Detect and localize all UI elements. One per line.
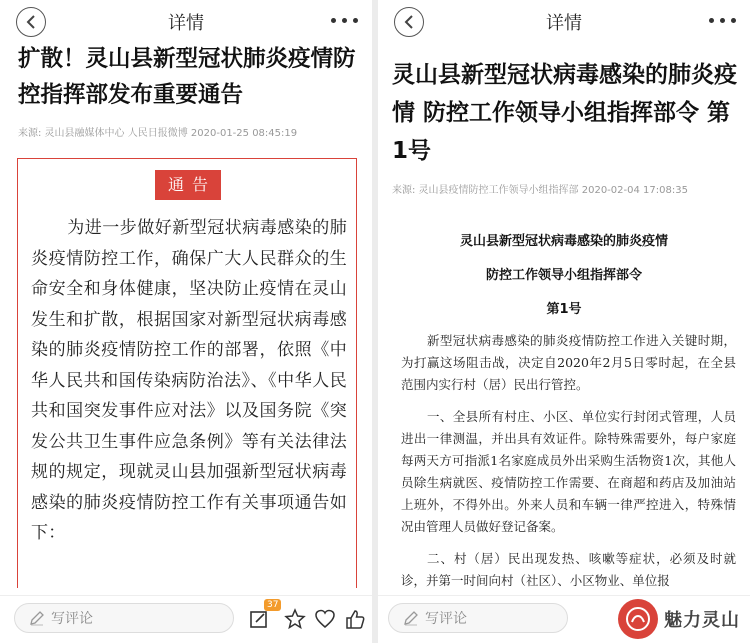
- heart-icon[interactable]: [314, 608, 336, 630]
- comment-input[interactable]: [388, 603, 568, 633]
- comment-count-badge: 37: [264, 599, 281, 611]
- wechat-watermark: [618, 599, 740, 639]
- article-headline: 扩散！灵山县新型冠状肺炎疫情防控指挥部发布重要通告: [18, 46, 356, 108]
- watermark-text: 魅力灵山: [664, 610, 740, 631]
- document-body: [401, 330, 736, 602]
- lingshan-logo-icon: [618, 599, 658, 639]
- notice-body: [31, 213, 347, 549]
- more-dot-icon: [342, 18, 347, 23]
- comment-input[interactable]: [14, 603, 234, 633]
- page-title: 详情: [168, 13, 204, 34]
- notice-tag: 通告: [155, 170, 221, 200]
- document-number: 第1号: [546, 302, 582, 317]
- more-options-button[interactable]: [331, 18, 358, 23]
- more-dot-icon: [709, 18, 714, 23]
- more-dot-icon: [353, 18, 358, 23]
- document-title-line-1: 灵山县新型冠状病毒感染的肺炎疫情: [459, 234, 668, 249]
- pencil-icon: [29, 610, 45, 626]
- document-paragraph: 新型冠状病毒感染的肺炎疫情防控工作进入关键时期，为打赢这场阻击战，决定自2020年2月5日零时起，在全县范围内实行村（居）民出行管控。: [401, 333, 736, 392]
- bottom-action-bar: [0, 595, 372, 643]
- comment-count-icon[interactable]: [249, 608, 271, 630]
- notice-text: 为进一步做好新型冠状病毒感染的肺炎疫情防控工作，确保广大人民群众的生命安全和身体健康，坚决防止疫情在灵山发生和扩散，根据国家对新型冠状病毒感染的肺炎疫情防控工作的部署，依照《中华人民共和国传染病防治法》、《中华人民共和国突发事件应对法》以及国务院《突发公共卫生事件应急条例》等有关法律法规的规定，现就灵山县加强新型冠状病毒感染的肺炎疫情防控工作有关事项通告如下：: [31, 218, 347, 543]
- top-navigation-bar: [378, 0, 750, 42]
- article-source: 来源: 灵山县疫情防控工作领导小组指挥部 2020-02-04 17:08:35: [392, 185, 688, 196]
- right-article-panel: [378, 0, 750, 643]
- document-paragraph: 一、全县所有村庄、小区、单位实行封闭式管理，人员进出一律测温，并出具有效证件。除特殊需要外，每户家庭每两天方可指派1名家庭成员外出采购生活物资1次，其他人员除生病就医、疫情防控工作需要、在商超和药店及加油站上班外，不得外出。外来人员和车辆一律严控进入，特殊情况由管理人员做好登记备案。: [401, 409, 736, 534]
- more-dot-icon: [731, 18, 736, 23]
- article-source: 来源: 灵山县融媒体中心 人民日报微博 2020-01-25 08:45:19: [18, 128, 298, 139]
- bottom-action-bar: [378, 595, 750, 643]
- comment-placeholder: 写评论: [51, 611, 93, 627]
- comment-placeholder: 写评论: [425, 611, 467, 627]
- star-icon[interactable]: [284, 608, 306, 630]
- article-headline: 灵山县新型冠状病毒感染的肺炎疫情 防控工作领导小组指挥部令 第1号: [392, 62, 737, 164]
- left-article-panel: [0, 0, 372, 643]
- pencil-icon: [403, 610, 419, 626]
- more-dot-icon: [720, 18, 725, 23]
- page-title: 详情: [546, 13, 582, 34]
- thumbs-up-icon[interactable]: [344, 608, 366, 630]
- document-paragraph: 二、村（居）民出现发热、咳嗽等症状，必须及时就诊，并第一时间向村（社区）、小区物业、单位报: [401, 551, 736, 588]
- more-dot-icon: [331, 18, 336, 23]
- document-title-line-2: 防控工作领导小组指挥部令: [485, 268, 642, 283]
- top-navigation-bar: [0, 0, 372, 42]
- more-options-button[interactable]: [709, 18, 736, 23]
